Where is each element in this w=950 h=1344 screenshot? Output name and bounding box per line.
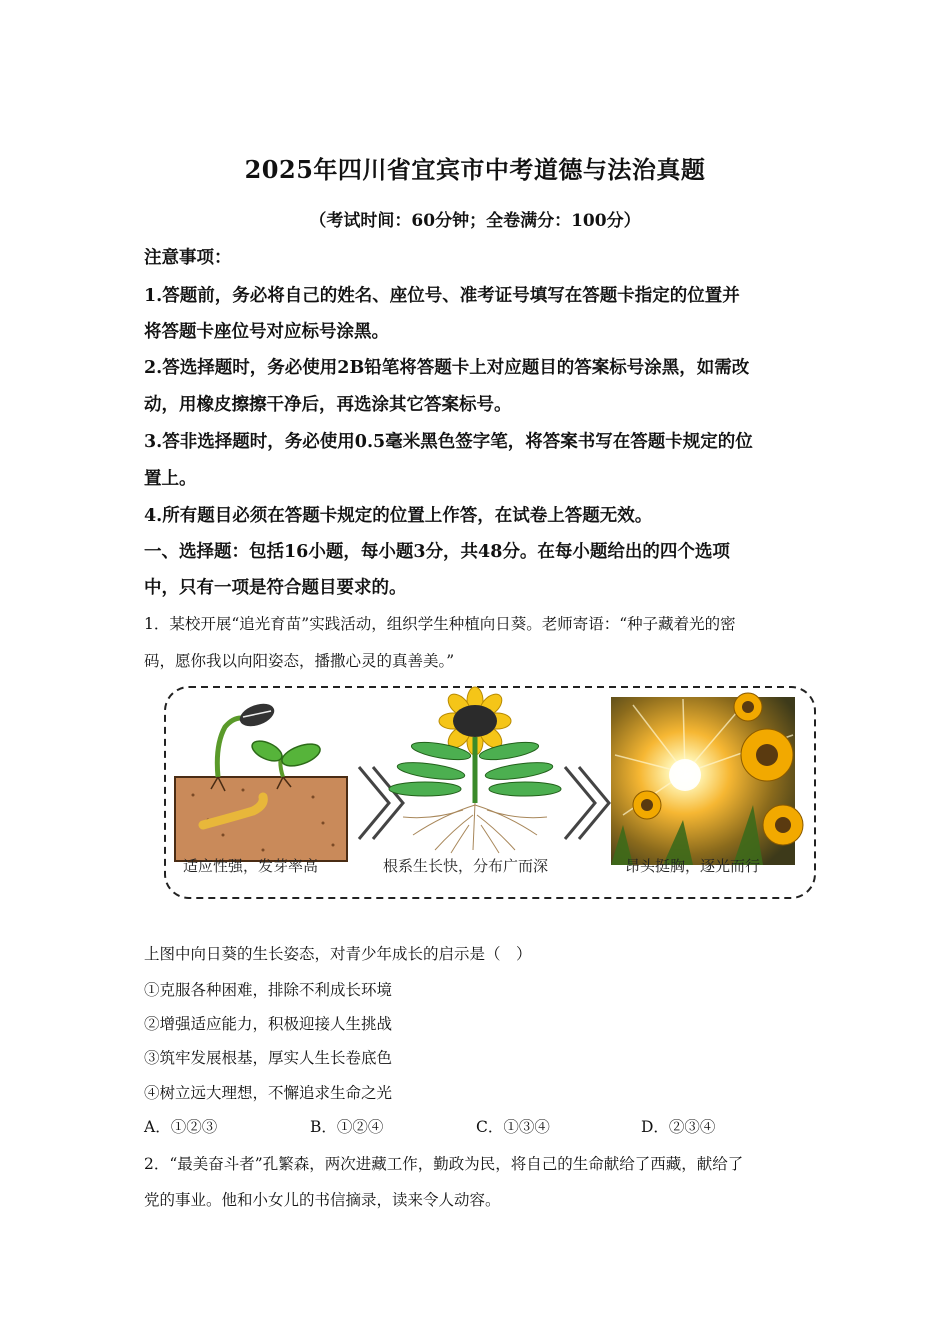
notice-heading: 注意事项： (144, 248, 232, 268)
question-stem: 党的事业。他和小女儿的书信摘录，读来令人动容。 (144, 1191, 501, 1209)
sunflower-figure (163, 685, 817, 900)
notice-line: 1.答题前，务必将自己的姓名、座位号、准考证号填写在答题卡指定的位置并 (144, 286, 740, 306)
option-b: B．①②④ (310, 1118, 384, 1136)
sunflower-roots-illustration (389, 687, 561, 853)
option-c: C．①③④ (476, 1118, 550, 1136)
sunflower-sunlight-illustration (611, 693, 803, 865)
question-stem: 1．某校开展“追光育苗”实践活动，组织学生种植向日葵。老师寄语：“种子藏着光的密 (144, 615, 736, 633)
question-prompt: 上图中向日葵的生长姿态，对青少年成长的启示是（ ） (144, 945, 532, 963)
statement: ④树立远大理想，不懈追求生命之光 (144, 1084, 393, 1102)
statement: ②增强适应能力，积极迎接人生挑战 (144, 1015, 393, 1033)
arrow-icon (565, 767, 609, 839)
notice-line: 4.所有题目必须在答题卡规定的位置上作答，在试卷上答题无效。 (144, 506, 653, 526)
seedling-illustration (175, 699, 347, 861)
notice-line: 将答题卡座位号对应标号涂黑。 (144, 322, 389, 342)
statement: ①克服各种困难，排除不利成长环境 (144, 981, 393, 999)
option-a: A．①②③ (144, 1118, 218, 1136)
notice-line: 置上。 (144, 469, 197, 489)
arrow-icon (359, 767, 403, 839)
statement: ③筑牢发展根基，厚实人生长卷底色 (144, 1049, 393, 1067)
section-heading: 中，只有一项是符合题目要求的。 (144, 578, 407, 598)
option-d: D．②③④ (641, 1118, 716, 1136)
notice-line: 2.答选择题时，务必使用2B铅笔将答题卡上对应题目的答案标号涂黑，如需改 (144, 358, 750, 378)
section-heading: 一、选择题：包括16小题，每小题3分，共48分。在每小题给出的四个选项 (144, 542, 730, 562)
exam-info: （考试时间：60分钟；全卷满分：100分） (309, 211, 641, 231)
question-stem: 码，愿你我以向阳姿态，播撒心灵的真善美。” (144, 652, 455, 670)
question-stem: 2．“最美奋斗者”孔繁森，两次进藏工作，勤政为民，将自己的生命献给了西藏，献给了 (144, 1155, 744, 1173)
figure-caption: 适应性强，发芽率高 (183, 857, 319, 875)
notice-line: 动，用橡皮擦擦干净后，再选涂其它答案标号。 (144, 395, 512, 415)
page-title: 2025年四川省宜宾市中考道德与法治真题 (244, 155, 706, 184)
figure-caption: 根系生长快，分布广而深 (383, 857, 549, 875)
figure-caption: 昂头挺胸，逐光而行 (625, 857, 761, 875)
notice-line: 3.答非选择题时，务必使用0.5毫米黑色签字笔，将答案书写在答题卡规定的位 (144, 432, 753, 452)
